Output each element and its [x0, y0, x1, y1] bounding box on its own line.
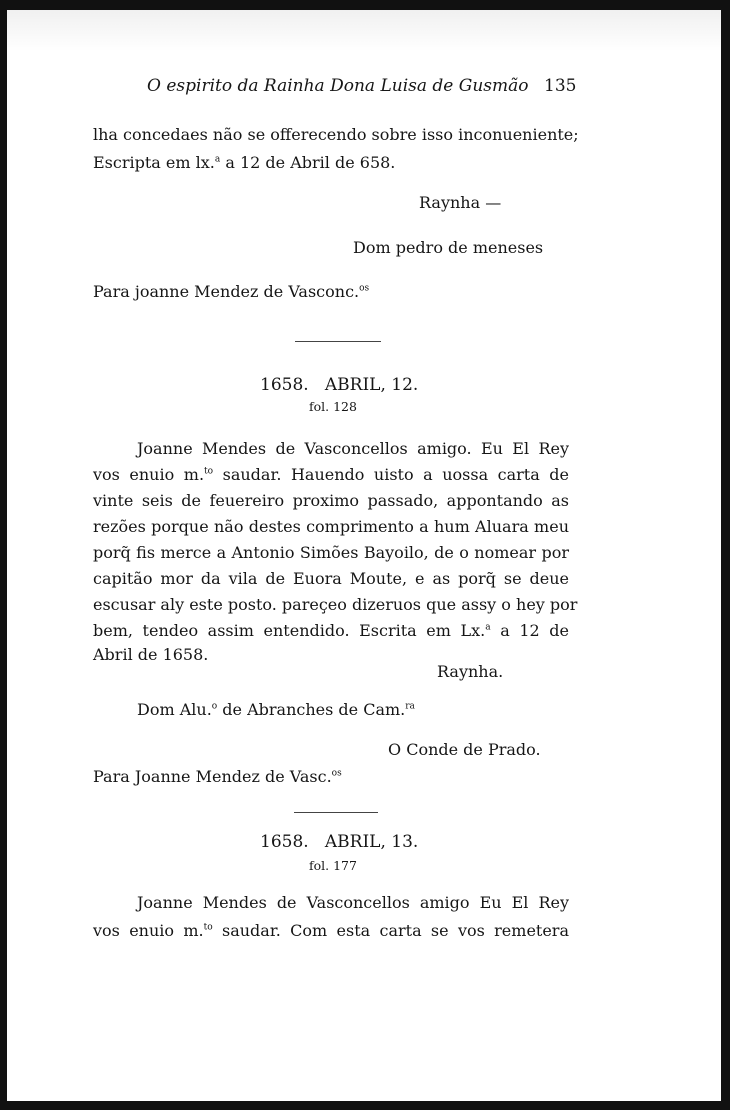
text-line: porq̃ fis merce a Antonio Simões Bayoilo, de o nomear por: [93, 543, 569, 562]
date-heading: 1658. ABRIL, 13.: [260, 832, 419, 852]
addressee-line: Para Joanne Mendez de Vasc.$^{os}$: [93, 767, 342, 786]
signature-secretary: Dom pedro de meneses: [353, 238, 544, 257]
folio-reference: fol. 128: [309, 399, 357, 414]
signature-count: O Conde de Prado.: [388, 740, 541, 759]
text-line: bem, tendeo assim entendido. Escrita em Lx.$^a$ a 12 de: [93, 621, 569, 640]
text-line: escusar aly este posto. pareçeo dizeruos que assy o hey por: [93, 595, 578, 614]
date-heading: 1658. ABRIL, 12.: [260, 375, 419, 395]
addressee-line: Para joanne Mendez de Vasconc.$^{os}$: [93, 282, 370, 301]
text-line: vinte seis de feuereiro proximo passado, appontando as: [93, 491, 569, 510]
signature-secretary: Dom Alu.$^o$ de Abranches de Cam.$^{ra}$: [137, 700, 415, 719]
signature-queen: Raynha.: [437, 662, 504, 681]
signature-queen: Raynha —: [419, 193, 502, 212]
scan-shadow: [7, 10, 721, 52]
section-divider: [295, 341, 381, 342]
folio-reference: fol. 177: [309, 858, 357, 873]
text-line: vos enuio m.$^{to}$ saudar. Hauendo uisto a uossa carta de: [93, 465, 569, 484]
text-line: rezões porque não destes comprimento a hum Aluara meu: [93, 517, 569, 536]
text-line: Joanne Mendes de Vasconcellos amigo Eu El Rey: [137, 893, 569, 912]
text-line: Abril de 1658.: [93, 645, 209, 664]
text-line: vos enuio m.$^{to}$ saudar. Com esta carta se vos remetera: [93, 921, 569, 940]
running-head-title: O espirito da Rainha Dona Luisa de Gusmão: [147, 76, 529, 96]
text-line: capitão mor da vila de Euora Moute, e as porq̃ se deue: [93, 569, 569, 588]
text-line: Escripta em lx.$^a$ a 12 de Abril de 658.: [93, 153, 396, 172]
section-divider: [294, 812, 378, 813]
text-line: lha concedaes não se offerecendo sobre isso inconueniente;: [93, 125, 579, 144]
page-number: 135: [544, 76, 577, 96]
text-line: Joanne Mendes de Vasconcellos amigo. Eu El Rey: [137, 439, 569, 458]
